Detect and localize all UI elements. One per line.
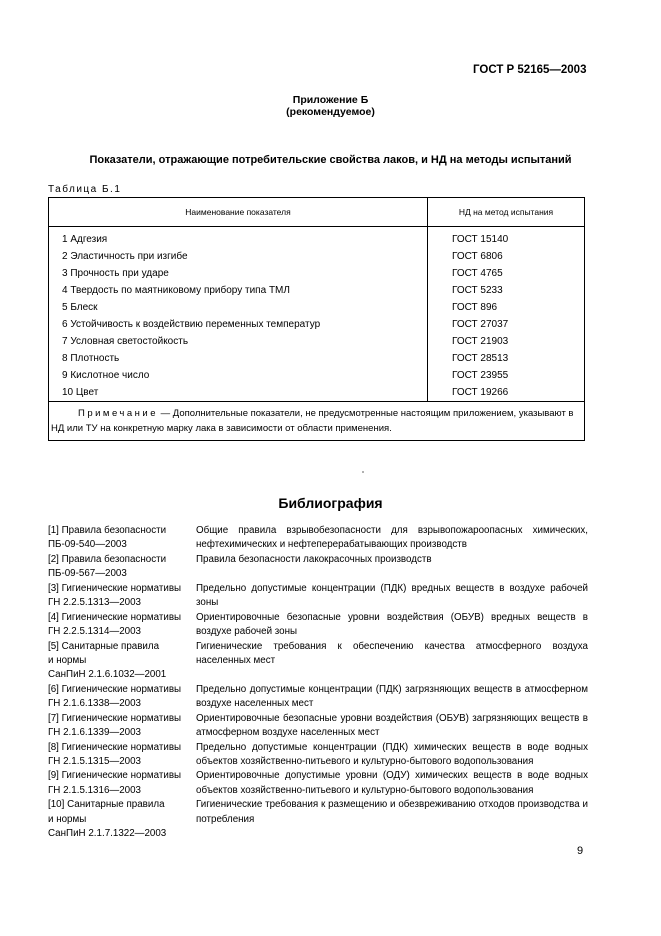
bibliography-reference: [7] Гигиенические нормативы ГН 2.1.6.1339—2003: [48, 712, 182, 738]
bibliography-description: Общие правила взрывобезопасности для взрывопожароопасных химических, нефтехимических и нефтеперерабатывающих производств: [196, 525, 588, 551]
bibliography-reference: [6] Гигиенические нормативы ГН 2.1.6.1338—2003: [48, 683, 182, 709]
test-method-standard: ГОСТ 23955: [428, 367, 585, 384]
bibliography-description: Ориентировочные безопасные уровни воздействия (ОБУВ) загрязняющих веществ в атмосферном воздухе населенных мест: [196, 712, 588, 738]
table-row: [49, 248, 585, 265]
note-label: Примечание: [78, 408, 158, 419]
table-label: Таблица Б.1: [48, 184, 122, 195]
bibliography-description: Предельно допустимые концентрации (ПДК) химических веществ в воде водных объектов хозяйственно-питьевого и культурно-бытового водопользования: [196, 741, 588, 767]
table-row: [49, 231, 585, 248]
bibliography-item: [48, 769, 588, 797]
bibliography-heading: Библиография: [278, 495, 383, 511]
bibliography-reference: [10] Санитарные правила и нормы СанПиН 2.1.7.1322—2003: [48, 799, 167, 839]
table-row: [49, 333, 585, 350]
note-text: — Дополнительные показатели, не предусмотренные настоящим приложением, указывают в НД или ТУ на конкретную марку лака в зависимости от области применения.: [51, 408, 574, 434]
bibliography-reference: [4] Гигиенические нормативы ГН 2.2.5.1314—2003: [48, 611, 182, 637]
table-row: [49, 282, 585, 299]
bibliography-item: [48, 683, 588, 711]
bibliography-item: [48, 712, 588, 740]
table-row: [49, 367, 585, 384]
bibliography-description: Ориентировочные безопасные уровни воздействия (ОБУВ) вредных веществ в воздухе рабочей зоны: [196, 611, 588, 637]
page-number: 9: [577, 845, 584, 857]
bibliography-item: [48, 741, 588, 769]
bibliography-reference: [8] Гигиенические нормативы ГН 2.1.5.1315—2003: [48, 741, 182, 767]
indicator-name: 5 Блеск: [49, 299, 428, 316]
bibliography-reference: [3] Гигиенические нормативы ГН 2.2.5.1313—2003: [48, 582, 182, 609]
bibliography-item: [48, 524, 588, 552]
indicator-name: 7 Условная светостойкость: [49, 333, 428, 350]
table-row: [49, 350, 585, 367]
bibliography-reference: [1] Правила безопасности ПБ-09-540—2003: [48, 525, 167, 551]
indicator-name: 2 Эластичность при изгибе: [49, 248, 428, 265]
scan-dot: [362, 471, 364, 473]
bibliography-description: Гигиенические требования к обеспечению качества атмосферного воздуха населенных мест: [196, 640, 588, 666]
test-method-standard: ГОСТ 28513: [428, 350, 585, 367]
indicator-name: 1 Адгезия: [49, 231, 428, 248]
bibliography-description: Предельно допустимые концентрации (ПДК) вредных веществ в воздухе рабочей зоны: [196, 582, 588, 609]
indicator-name: 4 Твердость по маятниковому прибору типа ТМЛ: [49, 282, 428, 299]
indicator-name: 3 Прочность при ударе: [49, 265, 428, 282]
test-method-standard: ГОСТ 896: [428, 299, 585, 316]
bibliography-item: [48, 553, 588, 581]
table-row: [49, 316, 585, 333]
section-title: Показатели, отражающие потребительские свойства лаков, и НД на методы испытаний: [89, 154, 572, 166]
test-method-standard: ГОСТ 21903: [428, 333, 585, 350]
bibliography-reference: [9] Гигиенические нормативы ГН 2.1.5.1316—2003: [48, 770, 182, 796]
bibliography-item: [48, 611, 588, 639]
bibliography-item: [48, 798, 588, 841]
bibliography-item: [48, 582, 588, 610]
bibliography-list: [48, 524, 588, 841]
indicator-name: 9 Кислотное число: [49, 367, 428, 384]
bibliography-description: Гигиенические требования к размещению и обезвреживанию отходов производства и потребления: [196, 799, 588, 825]
test-method-standard: ГОСТ 19266: [428, 384, 585, 402]
bibliography-reference: [5] Санитарные правила и нормы СанПиН 2.1.6.1032—2001: [48, 640, 167, 681]
test-method-standard: ГОСТ 27037: [428, 316, 585, 333]
test-method-standard: ГОСТ 5233: [428, 282, 585, 299]
bibliography-description: Правила безопасности лакокрасочных производств: [196, 553, 432, 565]
indicator-name: 10 Цвет: [49, 384, 428, 402]
bibliography-description: Предельно допустимые концентрации (ПДК) загрязняющих веществ в атмосферном воздухе населенных мест: [196, 683, 588, 709]
document-code: ГОСТ Р 52165—2003: [473, 64, 587, 76]
appendix-subtitle: (рекомендуемое): [286, 106, 375, 118]
column-header-indicator: Наименование показателя: [49, 198, 428, 227]
bibliography-reference: [2] Правила безопасности ПБ-09-567—2003: [48, 553, 167, 580]
table-row: [49, 265, 585, 282]
bibliography-description: Ориентировочные допустимые уровни (ОДУ) химических веществ в воде водных объектов хозяйственно-питьевого и культурно-бытового водопользования: [196, 770, 588, 796]
indicators-table: [48, 197, 585, 441]
indicator-name: 8 Плотность: [49, 350, 428, 367]
indicator-name: 6 Устойчивость к воздействию переменных температур: [49, 316, 428, 333]
table-row: [49, 384, 585, 402]
column-header-method: НД на метод испытания: [428, 198, 585, 227]
test-method-standard: ГОСТ 15140: [428, 231, 585, 248]
table-row: [49, 299, 585, 316]
test-method-standard: ГОСТ 6806: [428, 248, 585, 265]
appendix-title: Приложение Б: [292, 94, 369, 106]
table-note: [49, 402, 585, 441]
bibliography-item: [48, 640, 588, 683]
test-method-standard: ГОСТ 4765: [428, 265, 585, 282]
